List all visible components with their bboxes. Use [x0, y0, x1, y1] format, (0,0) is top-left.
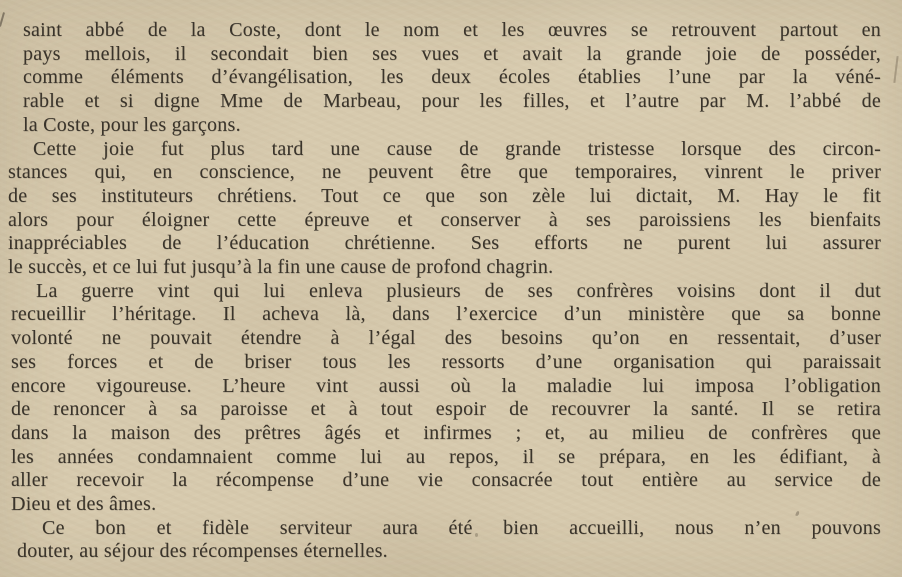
text-line: stances qui, en conscience, ne peuvent être que temporaires, vinrent le priver — [8, 161, 881, 184]
scan-artifact-icon — [0, 12, 5, 27]
text-line: comme éléments d’évangélisation, les deux écoles établies l’une par la véné- — [23, 66, 881, 89]
text-line: aller recevoir la récompense d’une vie consacrée tout entière au service de — [11, 469, 881, 492]
text-line: ses forces et de briser tous les ressorts d’une organisation qui paraissait — [11, 350, 881, 373]
text-line: la Coste, pour les garçons. — [23, 113, 241, 136]
text-line: Cette joie fut plus tard une cause de grande tristesse lorsque des circon- — [33, 137, 881, 160]
text-line: Ce bon et fidèle serviteur aura été bien accueilli, nous n’en pouvons — [42, 516, 881, 539]
text-line: volonté ne pouvait étendre à l’égal des besoins qu’on en ressentait, d’user — [11, 327, 881, 350]
text-line: le succès, et ce lui fut jusqu’à la fin une cause de profond chagrin. — [8, 256, 554, 279]
paragraph — [8, 138, 881, 280]
text-line: recueillir l’héritage. Il acheva là, dans l’exercice d’un ministère que sa bonne — [11, 303, 881, 326]
text-line: les années condamnaient comme lui au repos, il se prépara, en les édifiant, à — [11, 445, 881, 468]
text-line: dans la maison des prêtres âgés et infirmes ; et, au milieu de confrères que — [11, 421, 881, 444]
text-line: douter, au séjour des récompenses éternelles. — [17, 540, 388, 563]
text-line: encore vigoureuse. L’heure vint aussi où la maladie lui imposa l’obligation — [11, 374, 881, 397]
paragraph — [11, 280, 881, 517]
text-line: pays mellois, il secondait bien ses vues et avait la grande joie de posséder, — [23, 42, 881, 65]
paragraph — [23, 19, 881, 138]
page-text — [8, 19, 881, 564]
text-line: de renoncer à sa paroisse et à tout espoir de recouvrer la santé. Il se retira — [11, 398, 881, 421]
paragraph — [17, 517, 881, 564]
text-line: saint abbé de la Coste, dont le nom et les œuvres se retrouvent partout en — [23, 19, 881, 41]
text-line: La guerre vint qui lui enleva plusieurs de ses confrères voisins dont il dut — [36, 279, 881, 302]
text-line: alors pour éloigner cette épreuve et conserver à ses paroissiens les bienfaits — [8, 208, 881, 231]
text-line: Dieu et des âmes. — [11, 493, 157, 516]
text-line: rable et si digne Mme de Marbeau, pour les filles, et l’autre par M. l’abbé de — [23, 90, 881, 113]
text-line: inappréciables de l’éducation chrétienne. Ses efforts ne purent lui assurer — [8, 232, 881, 255]
text-line: de ses instituteurs chrétiens. Tout ce que son zèle lui dictait, M. Hay le fit — [8, 184, 881, 207]
scan-artifact-icon — [893, 56, 898, 83]
